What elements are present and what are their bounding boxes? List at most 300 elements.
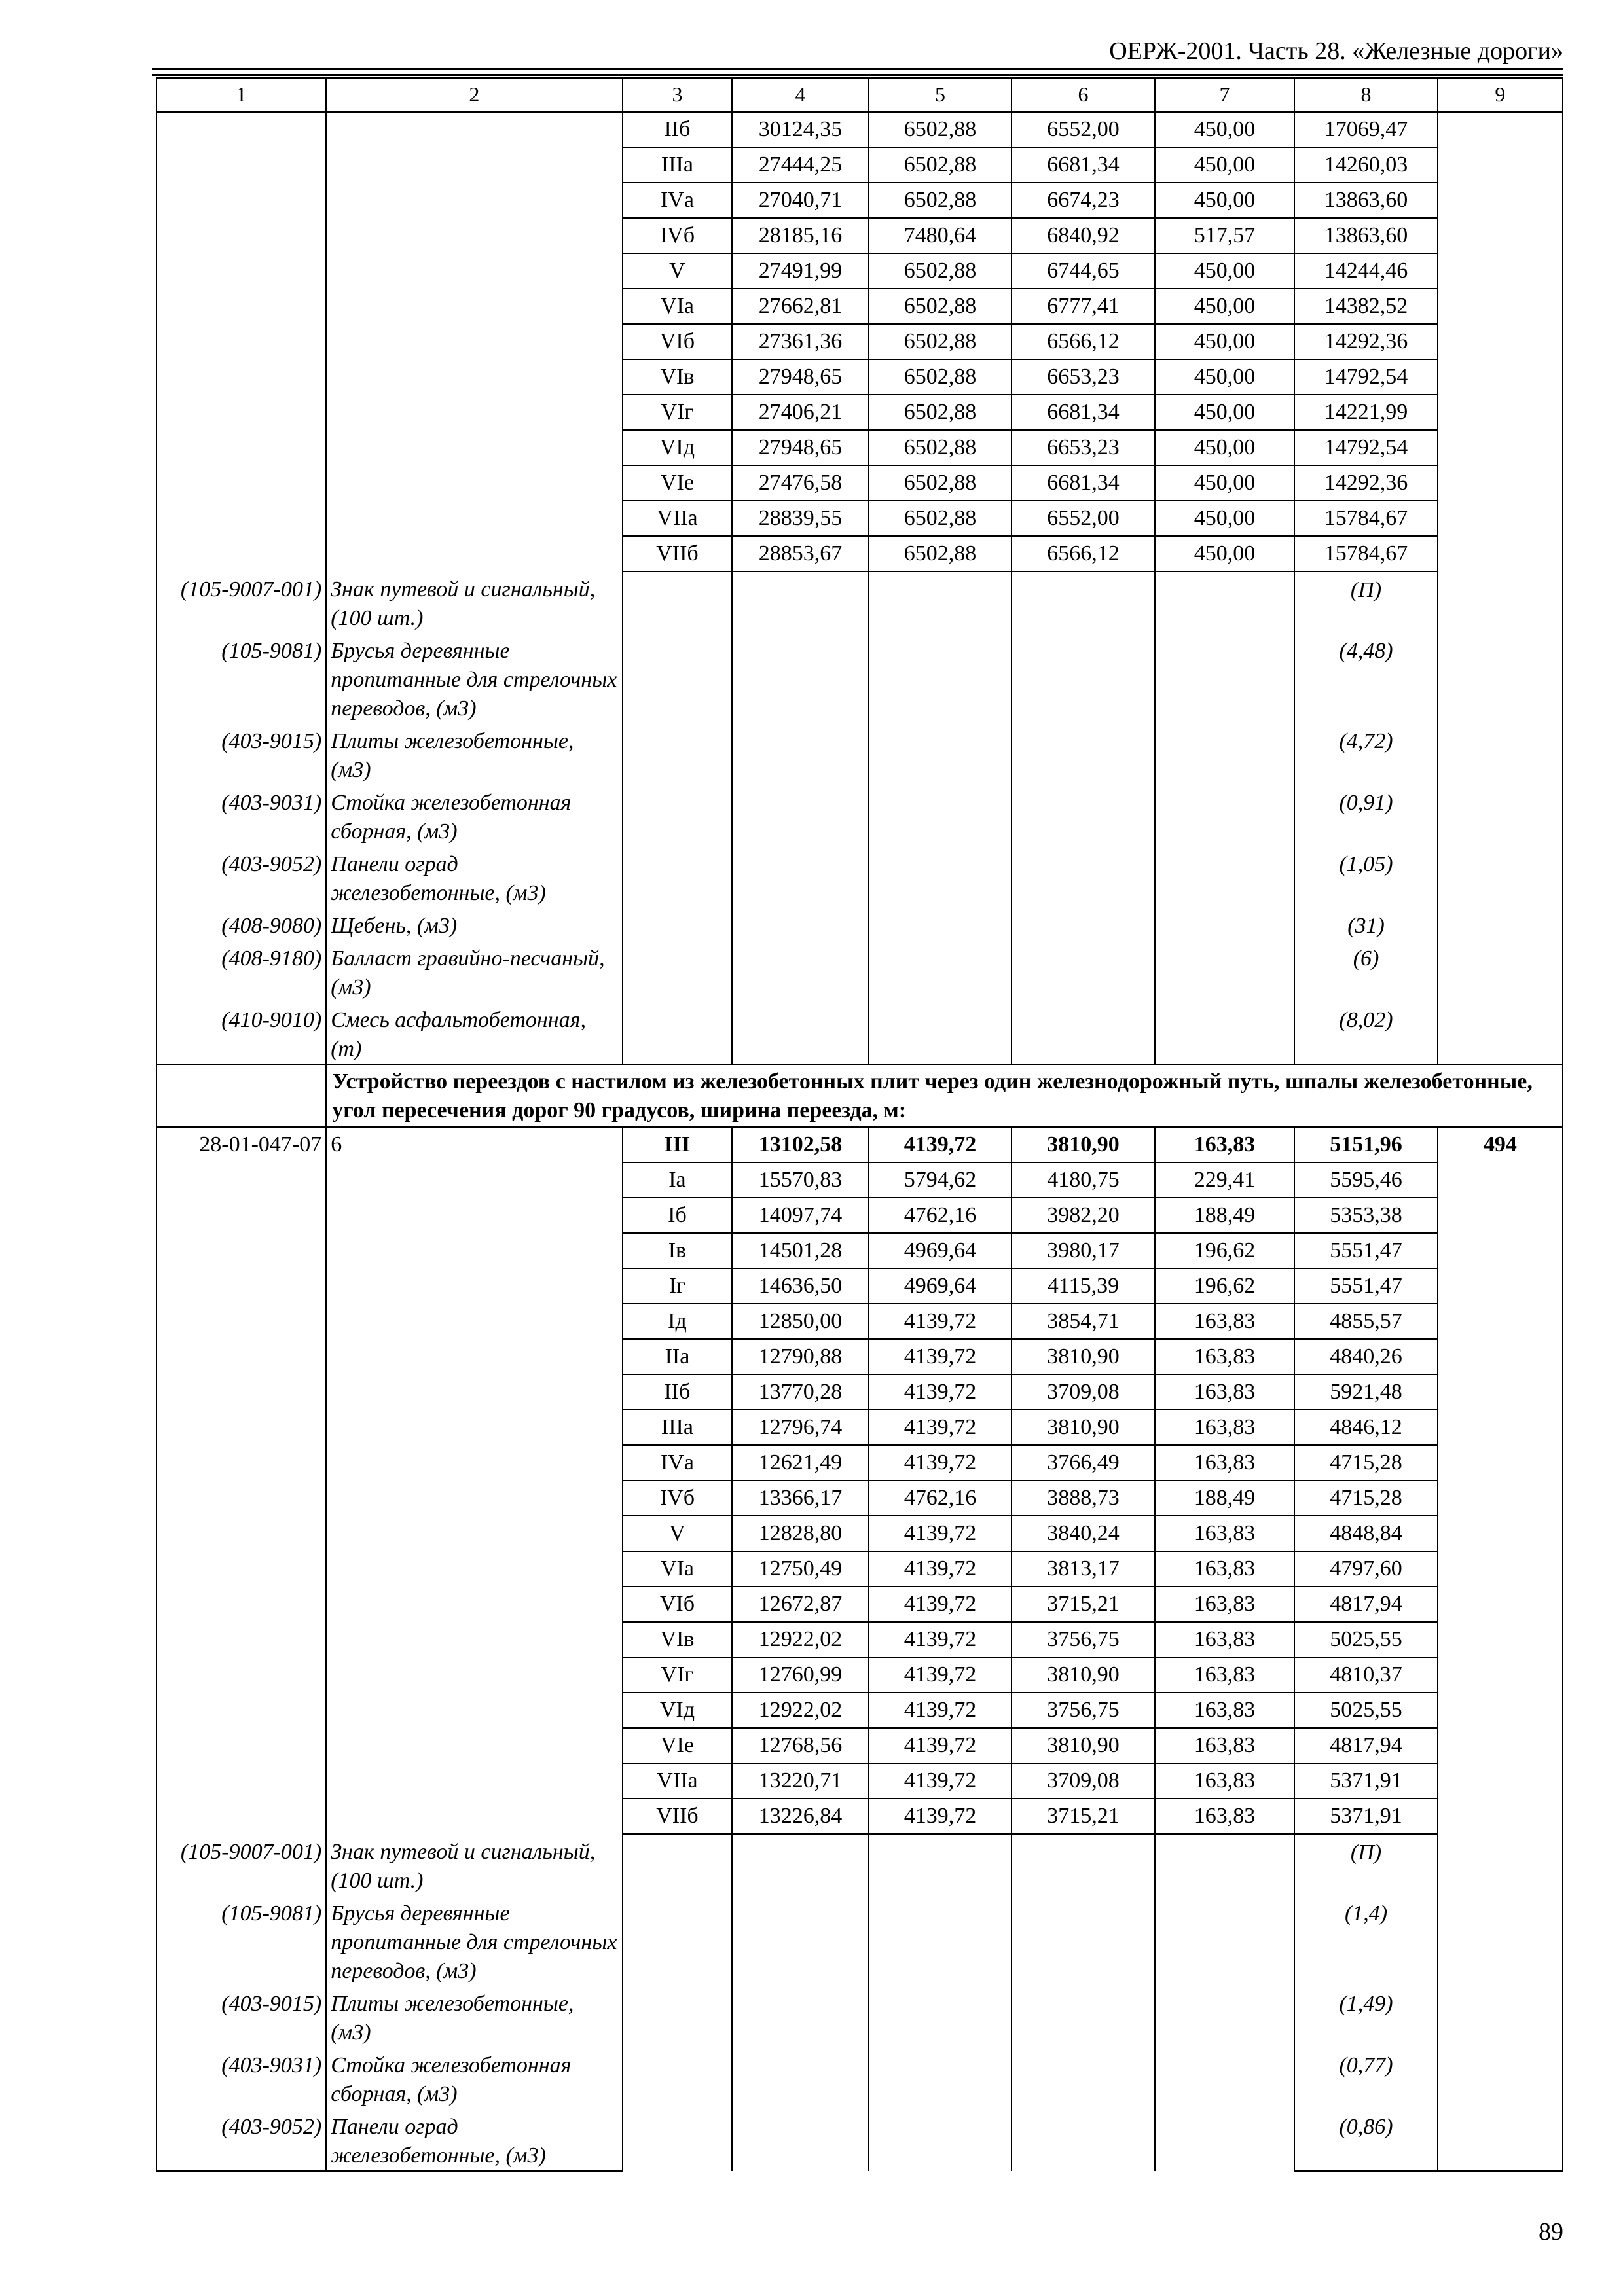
empty-cell: [326, 359, 622, 395]
cost-value: 27948,65: [732, 359, 868, 395]
empty-cell: [326, 1657, 622, 1693]
cost-value: 163,83: [1155, 1622, 1294, 1657]
cost-value: 6681,34: [1012, 147, 1155, 183]
cost-value: 4762,16: [869, 1480, 1012, 1516]
cost-value: 4969,64: [869, 1268, 1012, 1304]
empty-cell: [156, 253, 326, 289]
cost-value: 163,83: [1155, 1516, 1294, 1551]
cost-value: 450,00: [1155, 395, 1294, 430]
cost-value: 15570,83: [732, 1162, 868, 1198]
zone-label: VIа: [623, 1551, 733, 1587]
cost-value: 4180,75: [1012, 1162, 1155, 1198]
cost-value: 517,57: [1155, 218, 1294, 253]
empty-cell: [1012, 2109, 1155, 2171]
cost-value: 5551,47: [1294, 1233, 1438, 1268]
cost-value: 14292,36: [1294, 465, 1438, 501]
empty-cell: [732, 1895, 868, 1986]
empty-cell: [1155, 633, 1294, 723]
cost-value: 163,83: [1155, 1728, 1294, 1763]
cost-value: 3756,75: [1012, 1693, 1155, 1728]
empty-cell: [156, 395, 326, 430]
cost-value: 12621,49: [732, 1445, 868, 1480]
cost-value: 3840,24: [1012, 1516, 1155, 1551]
table-row: [156, 1339, 1563, 1374]
empty-cell: [326, 1587, 622, 1622]
empty-cell: [623, 723, 733, 785]
empty-cell: [326, 324, 622, 359]
cost-value: 27444,25: [732, 147, 868, 183]
resource-value: (31): [1294, 908, 1438, 941]
resource-row: [156, 2047, 1563, 2109]
empty-cell: [1438, 1622, 1563, 1657]
empty-cell: [1438, 1834, 1563, 1895]
empty-cell: [1012, 908, 1155, 941]
cost-value: 4139,72: [869, 1693, 1012, 1728]
empty-cell: [869, 908, 1012, 941]
resource-value: (4,72): [1294, 723, 1438, 785]
empty-cell: [732, 2109, 868, 2171]
empty-cell: [156, 1064, 326, 1127]
zone-label: V: [623, 253, 733, 289]
empty-cell: [156, 1198, 326, 1233]
empty-cell: [1438, 359, 1563, 395]
unit-count: 494: [1438, 1127, 1563, 1162]
zone-label: VIб: [623, 324, 733, 359]
empty-cell: [1438, 571, 1563, 633]
resource-code: (403-9052): [156, 2109, 326, 2171]
empty-cell: [326, 1763, 622, 1799]
cost-value: 6502,88: [869, 289, 1012, 324]
column-number: 4: [732, 78, 868, 112]
empty-cell: [623, 2109, 733, 2171]
empty-cell: [1438, 723, 1563, 785]
empty-cell: [1438, 1895, 1563, 1986]
resource-row: [156, 908, 1563, 941]
empty-cell: [156, 1410, 326, 1445]
column-number: 9: [1438, 78, 1563, 112]
cost-value: 27662,81: [732, 289, 868, 324]
cost-value: 6502,88: [869, 253, 1012, 289]
empty-cell: [156, 1728, 326, 1763]
resource-name: Брусья деревянные пропитанные для стрелочных переводов, (м3): [326, 633, 622, 723]
cost-value: 5371,91: [1294, 1763, 1438, 1799]
cost-value: 450,00: [1155, 359, 1294, 395]
cost-value: 5151,96: [1294, 1127, 1438, 1162]
empty-cell: [1155, 723, 1294, 785]
empty-cell: [1438, 1693, 1563, 1728]
empty-cell: [869, 2047, 1012, 2109]
table-row: [156, 536, 1563, 571]
cost-value: 6674,23: [1012, 183, 1155, 218]
empty-cell: [1438, 147, 1563, 183]
empty-cell: [326, 1516, 622, 1551]
empty-cell: [1155, 571, 1294, 633]
empty-cell: [326, 1162, 622, 1198]
cost-value: 6566,12: [1012, 324, 1155, 359]
table-row: [156, 359, 1563, 395]
cost-value: 163,83: [1155, 1445, 1294, 1480]
cost-value: 163,83: [1155, 1799, 1294, 1834]
empty-cell: [623, 1895, 733, 1986]
cost-value: 13770,28: [732, 1374, 868, 1410]
resource-name: Стойка железобетонная сборная, (м3): [326, 785, 622, 846]
empty-cell: [156, 112, 326, 147]
empty-cell: [156, 1693, 326, 1728]
empty-cell: [1438, 1657, 1563, 1693]
cost-value: 6502,88: [869, 359, 1012, 395]
column-number: 6: [1012, 78, 1155, 112]
zone-label: Iа: [623, 1162, 733, 1198]
empty-cell: [623, 846, 733, 908]
cost-value: 13102,58: [732, 1127, 868, 1162]
table-row: [156, 218, 1563, 253]
empty-cell: [623, 2047, 733, 2109]
resource-name: Плиты железобетонные, (м3): [326, 1986, 622, 2047]
table-row: [156, 1657, 1563, 1693]
zone-label: VIб: [623, 1587, 733, 1622]
zone-label: IVа: [623, 1445, 733, 1480]
resource-row: [156, 633, 1563, 723]
cost-value: 3810,90: [1012, 1127, 1155, 1162]
table-row: [156, 1162, 1563, 1198]
empty-cell: [326, 1693, 622, 1728]
empty-cell: [732, 1002, 868, 1064]
empty-cell: [156, 1374, 326, 1410]
table-row: [156, 1516, 1563, 1551]
table-row: [156, 1410, 1563, 1445]
zone-label: IVа: [623, 183, 733, 218]
resource-code: (403-9015): [156, 1986, 326, 2047]
resource-code: (408-9080): [156, 908, 326, 941]
table-row: [156, 1763, 1563, 1799]
cost-value: 12922,02: [732, 1622, 868, 1657]
cost-value: 163,83: [1155, 1763, 1294, 1799]
empty-cell: [623, 571, 733, 633]
column-number: 8: [1294, 78, 1438, 112]
empty-cell: [1438, 1763, 1563, 1799]
cost-value: 5794,62: [869, 1162, 1012, 1198]
resource-row: [156, 1002, 1563, 1064]
cost-value: 30124,35: [732, 112, 868, 147]
cost-value: 4817,94: [1294, 1587, 1438, 1622]
empty-cell: [326, 1799, 622, 1834]
empty-cell: [1438, 908, 1563, 941]
empty-cell: [1438, 183, 1563, 218]
empty-cell: [1438, 1198, 1563, 1233]
cost-value: 15784,67: [1294, 536, 1438, 571]
cost-value: 163,83: [1155, 1551, 1294, 1587]
empty-cell: [623, 908, 733, 941]
cost-value: 14097,74: [732, 1198, 868, 1233]
cost-value: 12760,99: [732, 1657, 868, 1693]
cost-value: 5595,46: [1294, 1162, 1438, 1198]
empty-cell: [156, 147, 326, 183]
cost-value: 163,83: [1155, 1304, 1294, 1339]
cost-value: 12750,49: [732, 1551, 868, 1587]
zone-label: Iд: [623, 1304, 733, 1339]
empty-cell: [326, 395, 622, 430]
empty-cell: [1438, 1516, 1563, 1551]
cost-value: 3715,21: [1012, 1587, 1155, 1622]
empty-cell: [732, 1986, 868, 2047]
cost-value: 6502,88: [869, 324, 1012, 359]
cost-value: 450,00: [1155, 501, 1294, 536]
empty-cell: [156, 1162, 326, 1198]
resource-code: (403-9052): [156, 846, 326, 908]
empty-cell: [1438, 1551, 1563, 1587]
cost-value: 450,00: [1155, 183, 1294, 218]
cost-value: 13863,60: [1294, 218, 1438, 253]
cost-value: 4715,28: [1294, 1445, 1438, 1480]
table-row: [156, 1304, 1563, 1339]
zone-label: VIIб: [623, 1799, 733, 1834]
empty-cell: [869, 1002, 1012, 1064]
empty-cell: [1438, 785, 1563, 846]
cost-value: 4969,64: [869, 1233, 1012, 1268]
cost-value: 6744,65: [1012, 253, 1155, 289]
empty-cell: [326, 1480, 622, 1516]
cost-value: 163,83: [1155, 1374, 1294, 1410]
empty-cell: [1438, 1268, 1563, 1304]
empty-cell: [1012, 785, 1155, 846]
zone-label: VIд: [623, 1693, 733, 1728]
zone-label: IIIа: [623, 147, 733, 183]
cost-value: 4139,72: [869, 1622, 1012, 1657]
resource-row: [156, 941, 1563, 1002]
cost-value: 163,83: [1155, 1657, 1294, 1693]
resource-value: (8,02): [1294, 1002, 1438, 1064]
column-number: 2: [326, 78, 622, 112]
cost-value: 450,00: [1155, 112, 1294, 147]
cost-value: 3810,90: [1012, 1339, 1155, 1374]
empty-cell: [623, 1834, 733, 1895]
cost-value: 4139,72: [869, 1551, 1012, 1587]
cost-value: 188,49: [1155, 1198, 1294, 1233]
resource-code: (403-9031): [156, 2047, 326, 2109]
zone-label: Iб: [623, 1198, 733, 1233]
empty-cell: [156, 1657, 326, 1693]
table-row: [156, 1445, 1563, 1480]
cost-value: 27406,21: [732, 395, 868, 430]
empty-cell: [156, 1551, 326, 1587]
resource-name: Панели оград железобетонные, (м3): [326, 846, 622, 908]
resource-row: [156, 1986, 1563, 2047]
section-heading-row: [156, 1064, 1563, 1127]
cost-value: 4139,72: [869, 1304, 1012, 1339]
table-row: [156, 1799, 1563, 1834]
cost-value: 13226,84: [732, 1799, 868, 1834]
resource-code: (403-9031): [156, 785, 326, 846]
empty-cell: [326, 1304, 622, 1339]
empty-cell: [156, 1799, 326, 1834]
resource-name: Щебень, (м3): [326, 908, 622, 941]
table-row: [156, 324, 1563, 359]
cost-value: 3766,49: [1012, 1445, 1155, 1480]
empty-cell: [1438, 846, 1563, 908]
empty-cell: [326, 218, 622, 253]
cost-value: 14221,99: [1294, 395, 1438, 430]
empty-cell: [732, 941, 868, 1002]
zone-label: IVб: [623, 218, 733, 253]
empty-cell: [732, 571, 868, 633]
zone-label: VIа: [623, 289, 733, 324]
cost-value: 5551,47: [1294, 1268, 1438, 1304]
cost-value: 17069,47: [1294, 112, 1438, 147]
zone-label: VIе: [623, 1728, 733, 1763]
cost-value: 188,49: [1155, 1480, 1294, 1516]
cost-value: 28185,16: [732, 218, 868, 253]
zone-label: IVб: [623, 1480, 733, 1516]
empty-cell: [869, 1986, 1012, 2047]
empty-cell: [326, 465, 622, 501]
resource-value: (0,86): [1294, 2109, 1438, 2171]
empty-cell: [732, 633, 868, 723]
column-number: 3: [623, 78, 733, 112]
resource-row: [156, 723, 1563, 785]
cost-value: 450,00: [1155, 147, 1294, 183]
empty-cell: [1438, 289, 1563, 324]
empty-cell: [732, 785, 868, 846]
cost-value: 450,00: [1155, 536, 1294, 571]
resource-code: (105-9081): [156, 1895, 326, 1986]
empty-cell: [1438, 1233, 1563, 1268]
cost-value: 4848,84: [1294, 1516, 1438, 1551]
resource-name: Балласт гравийно-песчаный, (м3): [326, 941, 622, 1002]
cost-value: 4139,72: [869, 1587, 1012, 1622]
table-row: [156, 289, 1563, 324]
cost-value: 27491,99: [732, 253, 868, 289]
cost-value: 3888,73: [1012, 1480, 1155, 1516]
cost-value: 13863,60: [1294, 183, 1438, 218]
zone-label: VIд: [623, 430, 733, 465]
resource-row: [156, 785, 1563, 846]
zone-label: IIб: [623, 112, 733, 147]
table-row: [156, 1127, 1563, 1162]
empty-cell: [623, 1986, 733, 2047]
empty-cell: [156, 218, 326, 253]
cost-value: 450,00: [1155, 430, 1294, 465]
cost-value: 4139,72: [869, 1410, 1012, 1445]
cost-value: 4139,72: [869, 1657, 1012, 1693]
empty-cell: [1155, 941, 1294, 1002]
empty-cell: [326, 1268, 622, 1304]
cost-value: 5921,48: [1294, 1374, 1438, 1410]
empty-cell: [1155, 785, 1294, 846]
empty-cell: [326, 1728, 622, 1763]
cost-value: 5371,91: [1294, 1799, 1438, 1834]
empty-cell: [869, 723, 1012, 785]
rates-table: [156, 77, 1563, 2172]
cost-value: 3854,71: [1012, 1304, 1155, 1339]
zone-label: III: [623, 1127, 733, 1162]
cost-value: 3715,21: [1012, 1799, 1155, 1834]
empty-cell: [1438, 1162, 1563, 1198]
table-row: [156, 1728, 1563, 1763]
cost-value: 5025,55: [1294, 1693, 1438, 1728]
empty-cell: [869, 785, 1012, 846]
header-rule: [152, 74, 1563, 76]
cost-value: 6681,34: [1012, 395, 1155, 430]
empty-cell: [326, 1551, 622, 1587]
resource-value: (1,4): [1294, 1895, 1438, 1986]
empty-cell: [1438, 1728, 1563, 1763]
page-number: 89: [1539, 2218, 1563, 2246]
cost-value: 450,00: [1155, 465, 1294, 501]
cost-value: 5353,38: [1294, 1198, 1438, 1233]
cost-value: 15784,67: [1294, 501, 1438, 536]
empty-cell: [1012, 846, 1155, 908]
empty-cell: [1438, 1410, 1563, 1445]
empty-cell: [326, 1374, 622, 1410]
table-row: [156, 1233, 1563, 1268]
table-row: [156, 253, 1563, 289]
cost-value: 3982,20: [1012, 1198, 1155, 1233]
empty-cell: [326, 112, 622, 147]
table-row: [156, 1374, 1563, 1410]
cost-value: 163,83: [1155, 1587, 1294, 1622]
resource-value: (6): [1294, 941, 1438, 1002]
cost-value: 4855,57: [1294, 1304, 1438, 1339]
empty-cell: [326, 1622, 622, 1657]
table-row: [156, 1587, 1563, 1622]
empty-cell: [326, 253, 622, 289]
cost-value: 12790,88: [732, 1339, 868, 1374]
cost-value: 6502,88: [869, 147, 1012, 183]
empty-cell: [869, 941, 1012, 1002]
zone-label: VIIа: [623, 1763, 733, 1799]
cost-value: 12828,80: [732, 1516, 868, 1551]
resource-name: Знак путевой и сигнальный, (100 шт.): [326, 571, 622, 633]
empty-cell: [1438, 1799, 1563, 1834]
resource-code: (105-9007-001): [156, 1834, 326, 1895]
resource-code: (403-9015): [156, 723, 326, 785]
empty-cell: [156, 1304, 326, 1339]
cost-value: 229,41: [1155, 1162, 1294, 1198]
cost-value: 6502,88: [869, 430, 1012, 465]
empty-cell: [1438, 1986, 1563, 2047]
cost-value: 6502,88: [869, 536, 1012, 571]
empty-cell: [1155, 846, 1294, 908]
table-row: [156, 183, 1563, 218]
empty-cell: [1438, 1374, 1563, 1410]
column-number-row: [156, 78, 1563, 112]
cost-value: 6681,34: [1012, 465, 1155, 501]
cost-value: 4846,12: [1294, 1410, 1438, 1445]
empty-cell: [156, 359, 326, 395]
resource-value: (1,05): [1294, 846, 1438, 908]
table-row: [156, 1268, 1563, 1304]
empty-cell: [1438, 633, 1563, 723]
table-row: [156, 501, 1563, 536]
cost-value: 27948,65: [732, 430, 868, 465]
empty-cell: [156, 1480, 326, 1516]
resource-row: [156, 571, 1563, 633]
table-row: [156, 147, 1563, 183]
resource-value: (4,48): [1294, 633, 1438, 723]
empty-cell: [326, 1339, 622, 1374]
empty-cell: [156, 465, 326, 501]
cost-value: 14636,50: [732, 1268, 868, 1304]
zone-label: Iг: [623, 1268, 733, 1304]
cost-value: 6552,00: [1012, 112, 1155, 147]
empty-cell: [1438, 501, 1563, 536]
zone-label: IIб: [623, 1374, 733, 1410]
cost-value: 6502,88: [869, 465, 1012, 501]
resource-row: [156, 846, 1563, 908]
resource-value: (0,91): [1294, 785, 1438, 846]
empty-cell: [869, 846, 1012, 908]
cost-value: 4139,72: [869, 1339, 1012, 1374]
